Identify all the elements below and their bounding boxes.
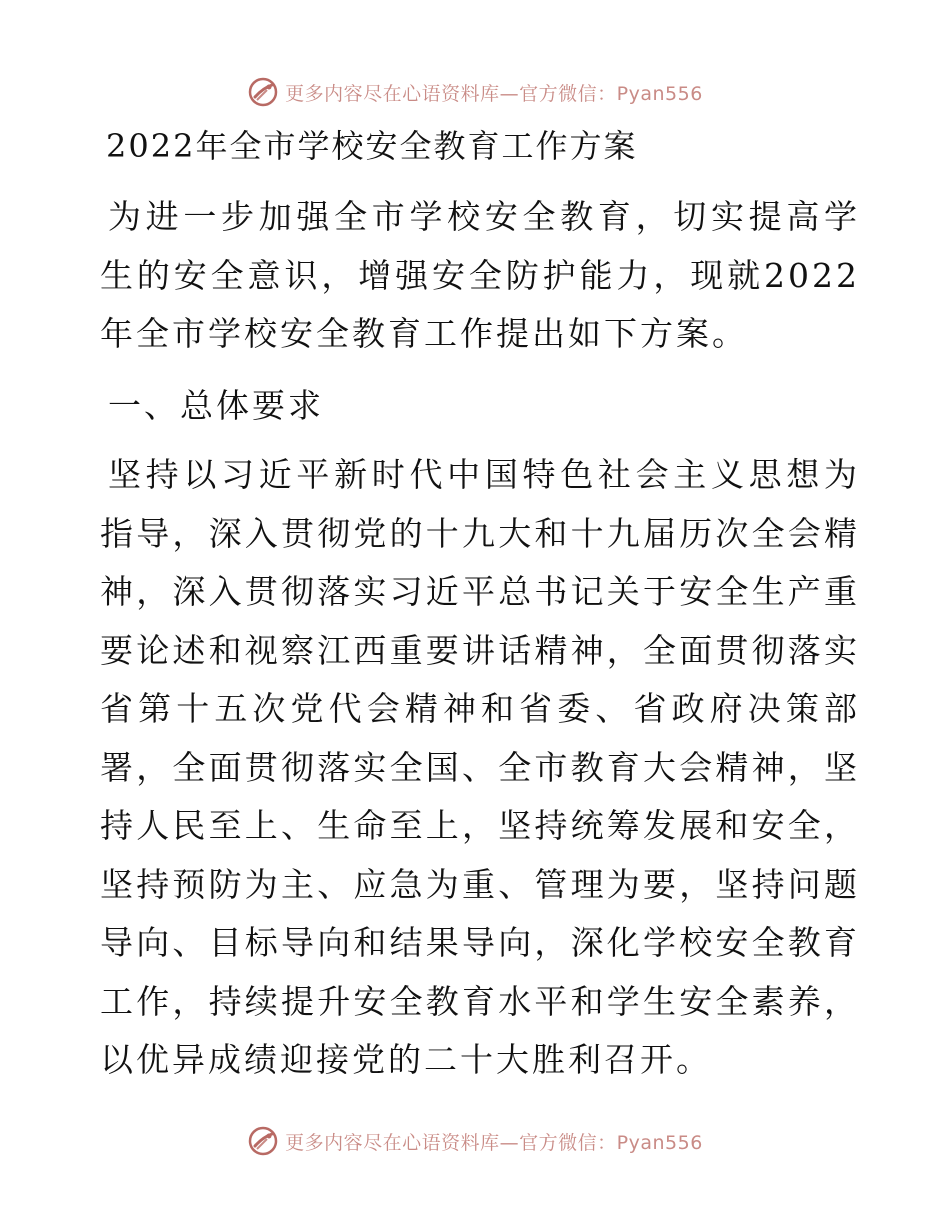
book-pen-logo-icon: [247, 1125, 279, 1157]
watermark-text: 更多内容尽在心语资料库—官方微信：Pyan556: [285, 1131, 703, 1154]
document-title: 2022年全市学校安全教育工作方案: [106, 127, 638, 165]
header-watermark: [0, 72, 950, 112]
watermark-text: 更多内容尽在心语资料库—官方微信：Pyan556: [285, 82, 703, 105]
document-body: [100, 120, 860, 1090]
intro-paragraph: 为进一步加强全市学校安全教育，切实提高学生的安全意识，增强安全防护能力，现就2022年全市学校安全教育工作提出如下方案。: [100, 197, 860, 353]
footer-watermark: [0, 1121, 950, 1161]
book-pen-logo-icon: [247, 76, 279, 108]
section-body-paragraph: 坚持以习近平新时代中国特色社会主义思想为指导，深入贯彻党的十九大和十九届历次全会精神，深入贯彻落实习近平总书记关于安全生产重要论述和视察江西重要讲话精神，全面贯彻落实省第十五次党代会精神和省委、省政府决策部署，全面贯彻落实全国、全市教育大会精神，坚持人民至上、生命至上，坚持统筹发展和安全，坚持预防为主、应急为重、管理为要，坚持问题导向、目标导向和结果导向，深化学校安全教育工作，持续提升安全教育水平和学生安全素养，以优异成绩迎接党的二十大胜利召开。: [100, 455, 860, 1079]
section-heading: 一、总体要求: [108, 385, 324, 425]
